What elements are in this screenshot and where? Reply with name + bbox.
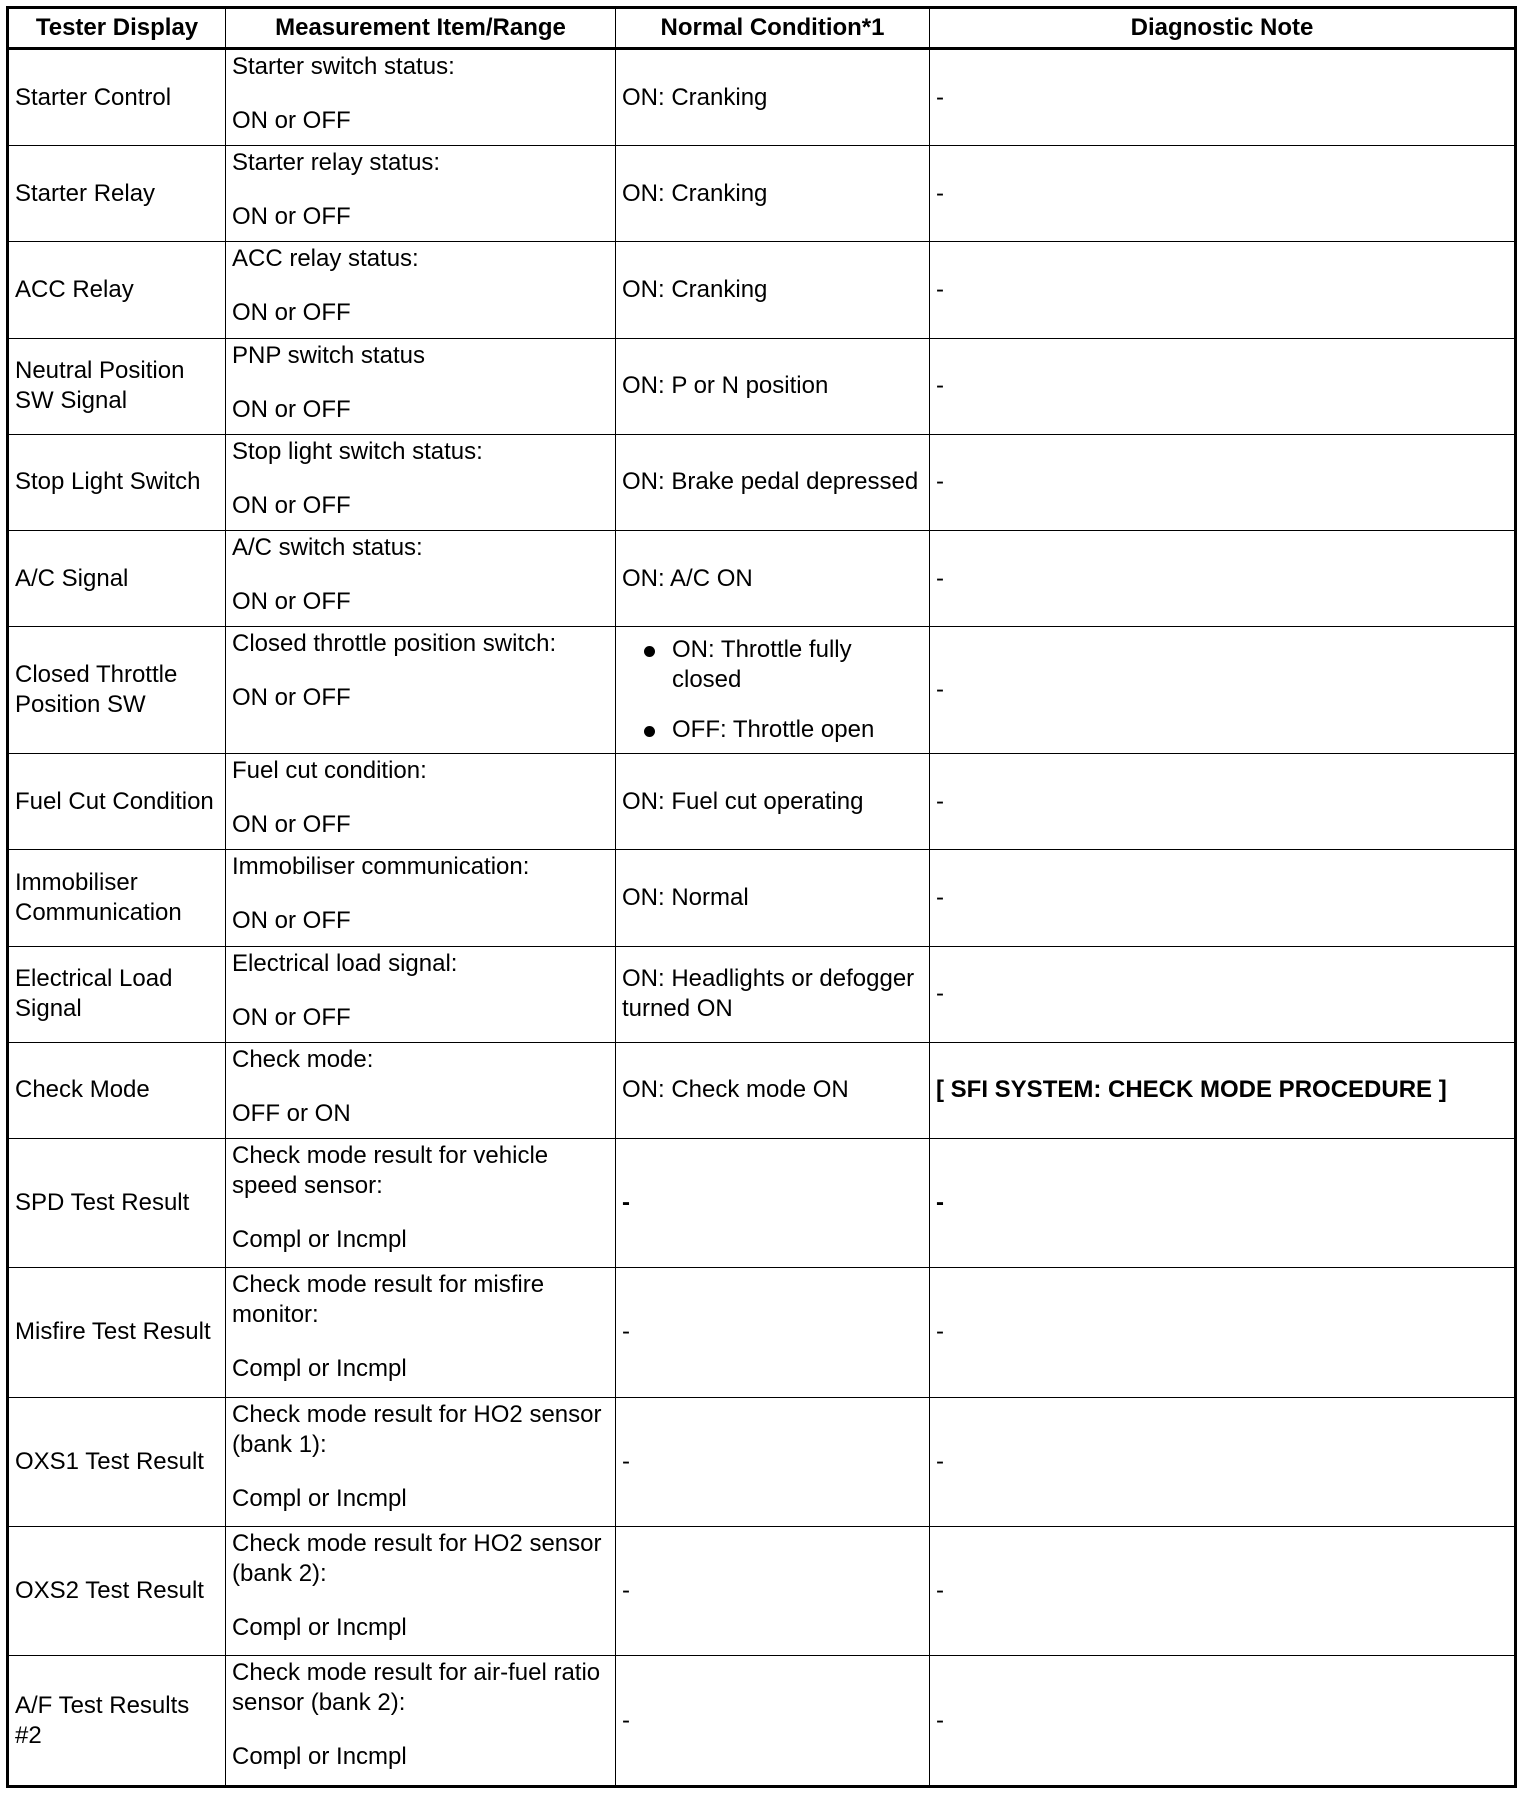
check-mode-procedure-link[interactable]: [ SFI SYSTEM: CHECK MODE PROCEDURE ] <box>930 1042 1516 1138</box>
diagnostic-note-cell: - <box>930 1268 1516 1397</box>
measurement-range: ON or OFF <box>232 684 351 712</box>
normal-condition-cell: - <box>616 1397 930 1526</box>
table-row <box>8 850 1516 946</box>
diagnostic-note-cell: - <box>930 1527 1516 1656</box>
normal-condition-cell: - <box>616 1268 930 1397</box>
normal-condition-cell: ON: Brake pedal depressed <box>616 434 930 530</box>
measurement-range: ON or OFF <box>232 107 351 134</box>
measurement-item: Check mode: <box>232 1045 374 1073</box>
measurement-range: ON or OFF <box>232 299 351 327</box>
normal-condition-list <box>622 635 923 745</box>
table-row <box>8 434 1516 530</box>
measurement-item: Check mode result for vehicle speed sensor: <box>232 1141 549 1199</box>
measurement-range: ON or OFF <box>232 907 351 935</box>
measurement-range-cell <box>226 146 616 242</box>
measurement-range: Compl or Incmpl <box>232 1743 407 1771</box>
tester-display-cell: Closed Throttle Position SW <box>8 627 226 754</box>
measurement-range-cell <box>226 1138 616 1267</box>
table-row <box>8 627 1516 754</box>
measurement-range: Compl or Incmpl <box>232 1484 407 1512</box>
diagnostic-note-cell: - <box>930 627 1516 754</box>
tester-display-cell: Electrical Load Signal <box>8 946 226 1042</box>
table-row <box>8 242 1516 338</box>
diagnostic-note-cell: - <box>930 946 1516 1042</box>
tester-display-cell: Starter Relay <box>8 146 226 242</box>
measurement-range-cell <box>226 49 616 146</box>
measurement-range-cell <box>226 242 616 338</box>
tester-display-cell: OXS1 Test Result <box>8 1397 226 1526</box>
tester-display-cell: Stop Light Switch <box>8 434 226 530</box>
header-measurement-item: Measurement Item/Range <box>226 8 616 49</box>
measurement-range-cell <box>226 1527 616 1656</box>
normal-condition-bullet: ON: Throttle fully closed <box>622 635 923 695</box>
measurement-item: Fuel cut condition: <box>232 757 427 785</box>
table-row <box>8 530 1516 626</box>
measurement-range: ON or OFF <box>232 203 351 231</box>
measurement-range-cell <box>226 1042 616 1138</box>
measurement-range: OFF or ON <box>232 1099 351 1127</box>
measurement-range-cell <box>226 530 616 626</box>
normal-condition-cell: ON: Normal <box>616 850 930 946</box>
measurement-range-cell <box>226 434 616 530</box>
header-normal-condition: Normal Condition*1 <box>616 8 930 49</box>
table-row <box>8 1042 1516 1138</box>
table-row <box>8 146 1516 242</box>
table-header-row <box>8 8 1516 49</box>
measurement-range-cell <box>226 850 616 946</box>
diagnostic-note-cell: - <box>930 1397 1516 1526</box>
tester-display-cell: Check Mode <box>8 1042 226 1138</box>
measurement-item: Check mode result for misfire monitor: <box>232 1271 545 1329</box>
measurement-item: A/C switch status: <box>232 533 423 561</box>
measurement-item: Check mode result for HO2 sensor (bank 2): <box>232 1530 602 1587</box>
tester-display-cell: Neutral Position SW Signal <box>8 338 226 434</box>
normal-condition-cell: - <box>616 1138 930 1267</box>
tester-display-cell: Misfire Test Result <box>8 1268 226 1397</box>
header-diagnostic-note: Diagnostic Note <box>930 8 1516 49</box>
diagnostic-note-cell: - <box>930 530 1516 626</box>
tester-display-cell: ACC Relay <box>8 242 226 338</box>
measurement-range-cell <box>226 627 616 754</box>
diagnostic-note-cell: - <box>930 49 1516 146</box>
tester-display-cell: Immobiliser Communication <box>8 850 226 946</box>
normal-condition-cell: - <box>616 1656 930 1787</box>
measurement-range-cell <box>226 946 616 1042</box>
normal-condition-cell: ON: A/C ON <box>616 530 930 626</box>
normal-condition-cell: - <box>616 1527 930 1656</box>
data-list-table <box>6 6 1517 1788</box>
normal-condition-cell <box>616 627 930 754</box>
tester-display-cell: Starter Control <box>8 49 226 146</box>
table-row <box>8 1656 1516 1787</box>
tester-display-cell: OXS2 Test Result <box>8 1527 226 1656</box>
tester-display-cell: A/C Signal <box>8 530 226 626</box>
diagnostic-note-cell: - <box>930 1656 1516 1787</box>
measurement-range-cell <box>226 1656 616 1787</box>
measurement-range: ON or OFF <box>232 587 351 615</box>
header-tester-display: Tester Display <box>8 8 226 49</box>
table-row <box>8 946 1516 1042</box>
measurement-range: ON or OFF <box>232 811 351 839</box>
table-row <box>8 754 1516 850</box>
measurement-item: Closed throttle position switch: <box>232 630 557 658</box>
normal-condition-bullet: OFF: Throttle open <box>622 715 923 745</box>
table-row <box>8 49 1516 146</box>
tester-display-cell: A/F Test Results #2 <box>8 1656 226 1787</box>
table-row <box>8 1397 1516 1526</box>
normal-condition-cell: ON: Cranking <box>616 49 930 146</box>
diagnostic-note-cell: - <box>930 338 1516 434</box>
measurement-range-cell <box>226 1397 616 1526</box>
diagnostic-note-cell: - <box>930 242 1516 338</box>
diagnostic-note-cell: - <box>930 146 1516 242</box>
normal-condition-cell: ON: Check mode ON <box>616 1042 930 1138</box>
measurement-range: Compl or Incmpl <box>232 1614 407 1641</box>
measurement-item: Electrical load signal: <box>232 949 458 977</box>
table-body <box>8 49 1516 1787</box>
tester-display-cell: Fuel Cut Condition <box>8 754 226 850</box>
normal-condition-cell: ON: Headlights or defogger turned ON <box>616 946 930 1042</box>
normal-condition-cell: ON: Fuel cut operating <box>616 754 930 850</box>
table-row <box>8 1527 1516 1656</box>
data-list-sheet <box>6 6 1514 1788</box>
measurement-item: Check mode result for HO2 sensor (bank 1): <box>232 1400 602 1458</box>
diagnostic-note-cell: - <box>930 1138 1516 1267</box>
measurement-range: ON or OFF <box>232 491 351 519</box>
measurement-item: PNP switch status <box>232 341 425 369</box>
table-row <box>8 1138 1516 1267</box>
measurement-item: Starter relay status: <box>232 149 441 177</box>
normal-condition-cell: ON: Cranking <box>616 146 930 242</box>
table-row <box>8 338 1516 434</box>
diagnostic-note-cell: - <box>930 754 1516 850</box>
measurement-range: Compl or Incmpl <box>232 1225 407 1253</box>
table-row <box>8 1268 1516 1397</box>
tester-display-cell: SPD Test Result <box>8 1138 226 1267</box>
measurement-item: Check mode result for air-fuel ratio sensor (bank 2): <box>232 1659 601 1717</box>
measurement-item: Stop light switch status: <box>232 437 483 465</box>
measurement-range-cell <box>226 1268 616 1397</box>
measurement-item: Immobiliser communication: <box>232 853 530 881</box>
normal-condition-cell: ON: Cranking <box>616 242 930 338</box>
measurement-item: Starter switch status: <box>232 53 455 80</box>
measurement-item: ACC relay status: <box>232 245 419 273</box>
measurement-range: ON or OFF <box>232 395 351 423</box>
diagnostic-note-cell: - <box>930 434 1516 530</box>
measurement-range-cell <box>226 338 616 434</box>
normal-condition-cell: ON: P or N position <box>616 338 930 434</box>
measurement-range: ON or OFF <box>232 1003 351 1031</box>
diagnostic-note-cell: - <box>930 850 1516 946</box>
measurement-range: Compl or Incmpl <box>232 1355 407 1383</box>
measurement-range-cell <box>226 754 616 850</box>
